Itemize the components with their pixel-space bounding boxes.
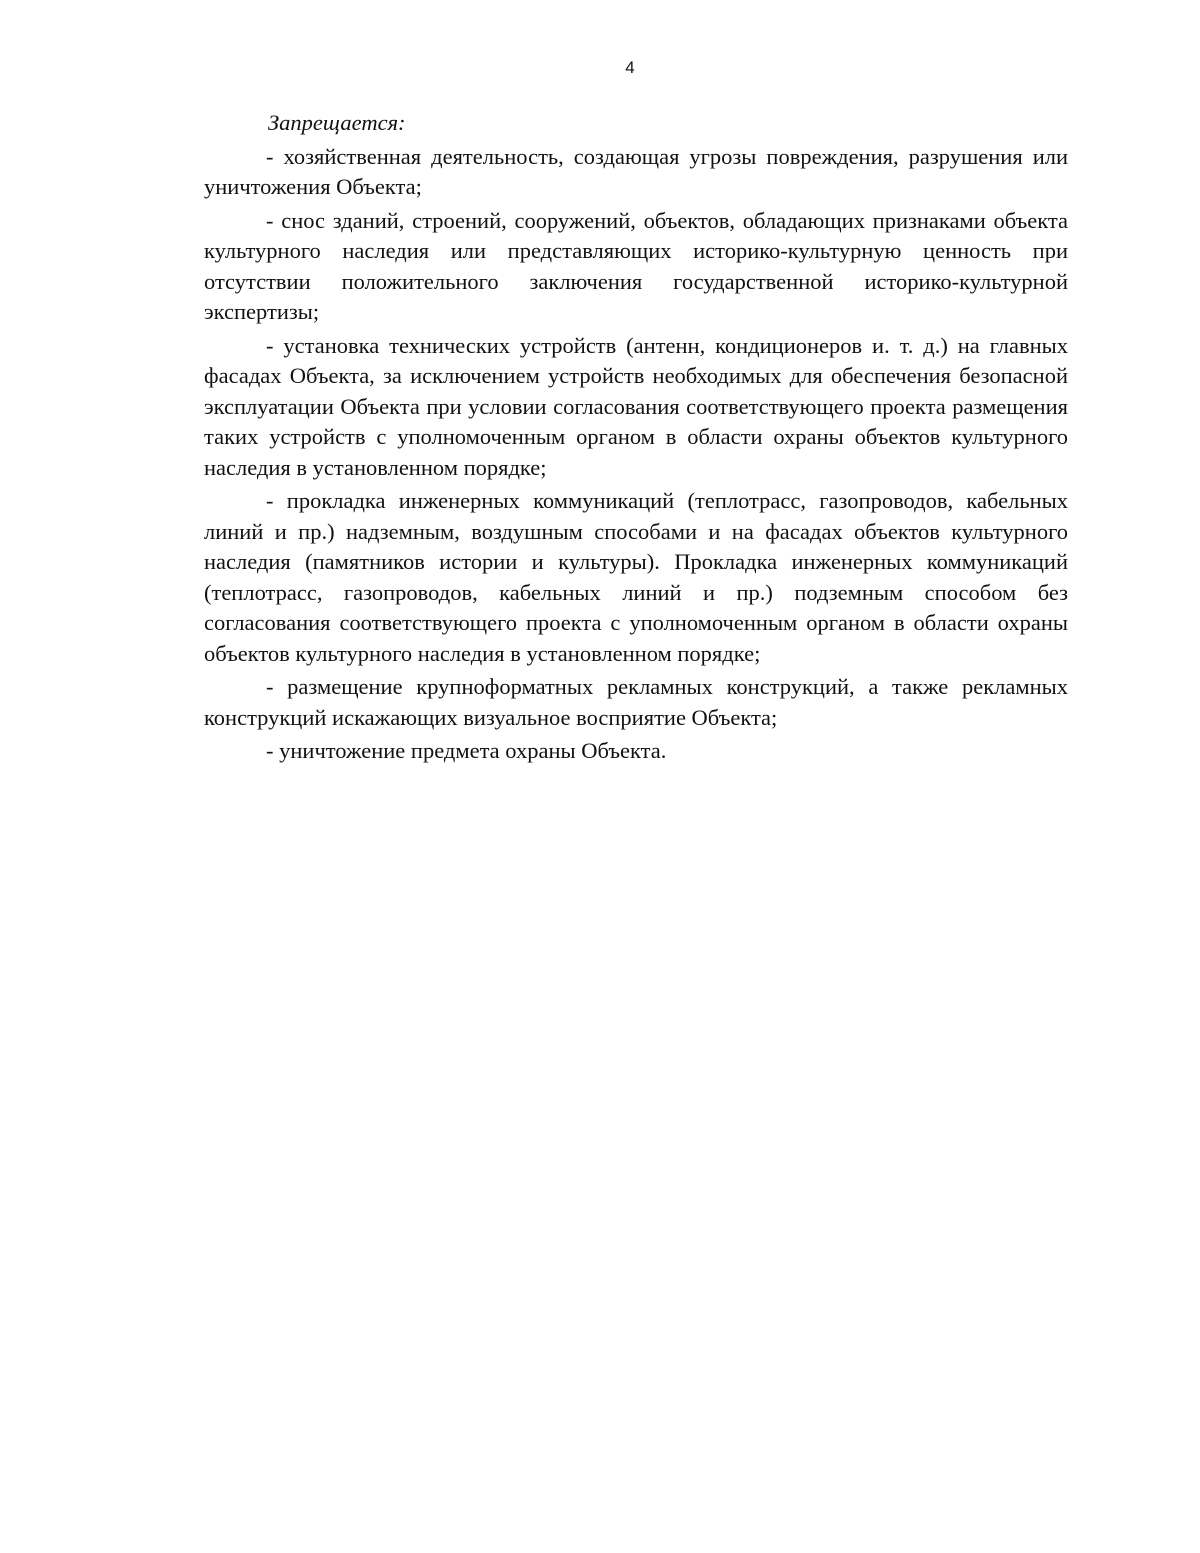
prohibition-item: - хозяйственная деятельность, создающая угрозы повреждения, разрушения или уничтожения Объекта;	[204, 143, 1068, 199]
prohibition-item: - установка технических устройств (антенн, кондиционеров и. т. д.) на главных фасадах Объекта, за исключением устройств необходимых для обеспечения безопасной эксплуатации Объекта при условии согласования соответствующего проекта размещения таких устройств с уполномоченным органом в области охраны объектов культурного наследия в установленном порядке;	[204, 332, 1068, 480]
prohibition-item: - размещение крупноформатных рекламных конструкций, а также рекламных конструкций искажающих визуальное восприятие Объекта;	[204, 674, 1068, 730]
document-body	[204, 108, 1068, 770]
prohibition-item: - уничтожение предмета охраны Объекта.	[266, 738, 667, 763]
page-number: 4	[625, 58, 635, 77]
prohibition-item: - снос зданий, строений, сооружений, объектов, обладающих признаками объекта культурного наследия или представляющих историко-культурную ценность при отсутствии положительного заключения государственной историко-культурной экспертизы;	[204, 207, 1068, 324]
prohibition-item: - прокладка инженерных коммуникаций (теплотрасс, газопроводов, кабельных линий и пр.) надземным, воздушным способами и на фасадах объектов культурного наследия (памятников истории и культуры). Прокладка инженерных коммуникаций (теплотрасс, газопроводов, кабельных линий и пр.) подземным способом без согласования соответствующего проекта с уполномоченным органом в области охраны объектов культурного наследия в установленном порядке;	[204, 488, 1068, 666]
section-heading: Запрещается:	[268, 110, 406, 135]
